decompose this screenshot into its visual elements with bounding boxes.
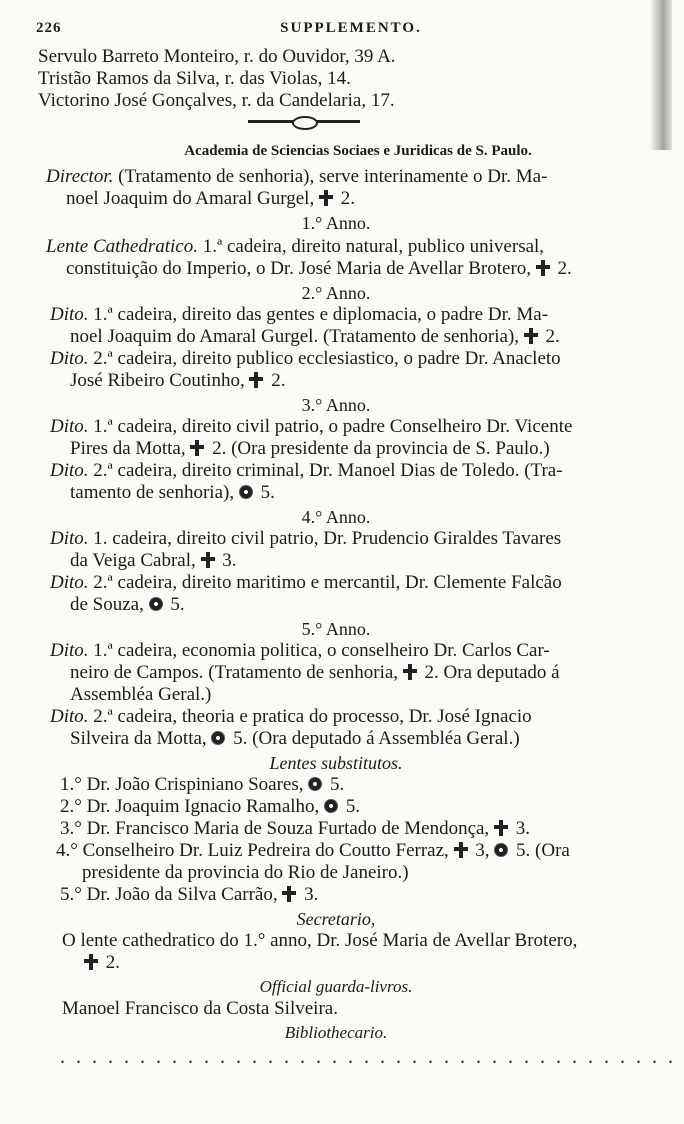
y3-dito2-line1 [50,460,563,482]
y3-dito1-text2: Pires da Motta, [70,438,191,459]
secretario-line2 [84,952,120,974]
y4-dito2-line1 [50,572,562,594]
substituto-1-text: 1.° Dr. João Crispiniano Soares, [60,774,309,795]
bibliothecario-heading [0,1022,672,1044]
entry-servulo: Servulo Barreto Monteiro, r. do Ouvidor, 39 A. [38,46,396,67]
substituto-1-suffix: 5. [325,774,345,795]
y4-dito2-text2: de Souza, [70,594,149,615]
substituto-4-mid: 3, [470,840,495,861]
page-number: 226 [36,20,62,36]
y5-dito1-line1 [50,640,550,662]
section-title: Academia de Sciencias Sociaes e Juridicas de S. Paulo. [184,143,532,159]
y5-dito1-text1: 1.ª cadeira, economia politica, o conselheiro Dr. Carlos Car- [88,640,550,661]
lente-cathedratico-suffix: 2. [552,258,572,279]
y3-dito2-text1: 2.ª cadeira, direito criminal, Dr. Manoel Dias de Toledo. (Tra- [88,460,563,481]
rose-icon [239,485,253,499]
cross-icon [494,820,508,836]
director-line2 [66,188,355,210]
y2-dito1-line1 [50,304,548,326]
cross-icon [249,372,263,388]
rose-icon [308,777,322,791]
substituto-5 [60,884,318,906]
year-heading-2: 2.° Anno. [301,283,371,303]
substituto-5-suffix: 3. [299,884,319,905]
director-suffix: 2. [335,188,355,209]
y2-dito2-text1: 2.ª cadeira, direito publico ecclesiastico, o padre Dr. Anacleto [88,348,561,369]
y5-dito2-line1 [50,706,532,728]
y5-dito2-text2b: 5. (Ora deputado á Assembléa Geral.) [228,728,520,749]
y5-dito2-text2: Silveira da Motta, [70,728,212,749]
cross-icon [190,440,204,456]
y4-dito2-text1: 2.ª cadeira, direito maritimo e mercantil, Dr. Clemente Falcão [88,572,562,593]
substitutos-heading-text: Lentes substitutos. [269,753,403,773]
y2-dito2-text2: José Ribeiro Coutinho, [70,370,250,391]
y2-dito1-line2 [70,326,560,348]
dito-label: Dito. [50,640,89,661]
y4-dito1-line2 [70,550,237,572]
dito-label: Dito. [50,348,89,369]
y3-dito1-text1: 1.ª cadeira, direito civil patrio, o padre Conselheiro Dr. Vicente [88,416,573,437]
director-text1: (Tratamento de senhoria), serve interinamente o Dr. Ma- [113,166,548,187]
y4-dito1-suffix: 3. [217,550,237,571]
lente-cathedratico-line2 [66,258,572,280]
secretario-suffix: 2. [101,952,120,973]
entry-tristao: Tristão Ramos da Silva, r. das Violas, 14. [38,68,351,89]
y4-dito1-line1 [50,528,561,550]
substituto-4-text: 4.° Conselheiro Dr. Luiz Pedreira do Coutto Ferraz, [56,840,454,861]
director-line1 [46,166,547,188]
official-name: Manoel Francisco da Costa Silveira. [62,998,338,1019]
secretario-heading-text: Secretario, [296,909,376,929]
y3-dito2-text2: tamento de senhoria), [70,482,239,503]
bibliothecario-heading-text: Bibliothecario. [284,1023,388,1042]
y2-dito2-line1 [50,348,561,370]
y4-dito2-line2 [70,594,185,616]
dito-label: Dito. [50,528,89,549]
rose-icon [324,799,338,813]
y3-dito1-text2b: 2. (Ora presidente da provincia de S. Paulo.) [207,438,550,459]
y5-dito1-text2b: 2. Ora deputado á [419,662,560,683]
substituto-4 [56,840,570,862]
y5-dito1-text2: neiro de Campos. (Tratamento de senhoria, [70,662,403,683]
y5-dito1-line2 [70,662,560,684]
substituto-3-suffix: 3. [510,818,530,839]
substituto-2-suffix: 5. [341,796,361,817]
cross-icon [454,842,468,858]
dito-label: Dito. [50,304,89,325]
cross-icon [319,190,333,206]
cross-icon [282,886,296,902]
year-heading-3: 3.° Anno. [301,395,371,415]
entry-victorino: Victorino José Gonçalves, r. da Candelaria, 17. [38,90,395,111]
official-heading-text: Official guarda-livros. [259,977,413,996]
y2-dito2-suffix: 2. [266,370,286,391]
lente-cathedratico-text1: 1.ª cadeira, direito natural, publico universal, [197,236,545,257]
substituto-5-text: 5.° Dr. João da Silva Carrão, [60,884,283,905]
y5-dito1-line3: Assembléa Geral.) [70,684,212,705]
rose-icon [149,597,163,611]
y3-dito1-line2 [70,438,550,460]
y5-dito2-line2 [70,728,520,750]
divider-ornament [292,116,318,130]
dito-label: Dito. [50,460,89,481]
cross-icon [84,954,98,970]
substituto-4-line2: presidente da provincia do Rio de Janeiro.) [82,862,409,883]
year-heading-4: 4.° Anno. [301,507,371,527]
y4-dito1-text1: 1. cadeira, direito civil patrio, Dr. Prudencio Giraldes Tavares [88,528,562,549]
substituto-4-suffix: 5. (Ora [511,840,570,861]
year-heading-5: 5.° Anno. [301,619,371,639]
rose-icon [494,843,508,857]
director-text2: noel Joaquim do Amaral Gurgel, [66,188,319,209]
y3-dito2-line2 [70,482,275,504]
dito-label: Dito. [50,706,89,727]
year-heading-1: 1.° Anno. [301,213,371,233]
substituto-2-text: 2.° Dr. Joaquim Ignacio Ramalho, [60,796,325,817]
lente-cathedratico-label: Lente Cathedratico. [46,236,198,257]
y3-dito2-suffix: 5. [255,482,275,503]
y2-dito1-text1: 1.ª cadeira, direito das gentes e diplomacia, o padre Dr. Ma- [88,304,549,325]
cross-icon [524,328,538,344]
cross-icon [536,260,550,276]
y4-dito1-text2: da Veiga Cabral, [70,550,201,571]
y5-dito2-text1: 2.ª cadeira, theoria e pratica do processo, Dr. José Ignacio [88,706,532,727]
dito-label: Dito. [50,572,89,593]
substituto-3 [60,818,530,840]
director-label: Director. [46,166,114,187]
official-heading [0,976,672,998]
rose-icon [211,731,225,745]
y2-dito2-line2 [70,370,285,392]
cross-icon [201,552,215,568]
dito-label: Dito. [50,416,89,437]
y2-dito1-suffix: 2. [540,326,560,347]
substitutos-heading [0,752,672,774]
substituto-2 [60,796,360,818]
running-head: SUPPLEMENTO. [280,20,422,36]
lente-cathedratico-text2: constituição do Imperio, o Dr. José Maria de Avellar Brotero, [66,258,536,279]
y4-dito2-suffix: 5. [165,594,185,615]
secretario-heading [0,908,672,930]
dot-leader: ....................................... [60,1046,684,1068]
y2-dito1-text2: noel Joaquim do Amaral Gurgel. (Tratamento de senhoria), [70,326,524,347]
lente-cathedratico-line1 [46,236,544,258]
secretario-line1: O lente cathedratico do 1.° anno, Dr. José Maria de Avellar Brotero, [62,930,578,951]
substituto-1 [60,774,344,796]
y3-dito1-line1 [50,416,572,438]
substituto-3-text: 3.° Dr. Francisco Maria de Souza Furtado de Mendonça, [60,818,494,839]
cross-icon [403,664,417,680]
